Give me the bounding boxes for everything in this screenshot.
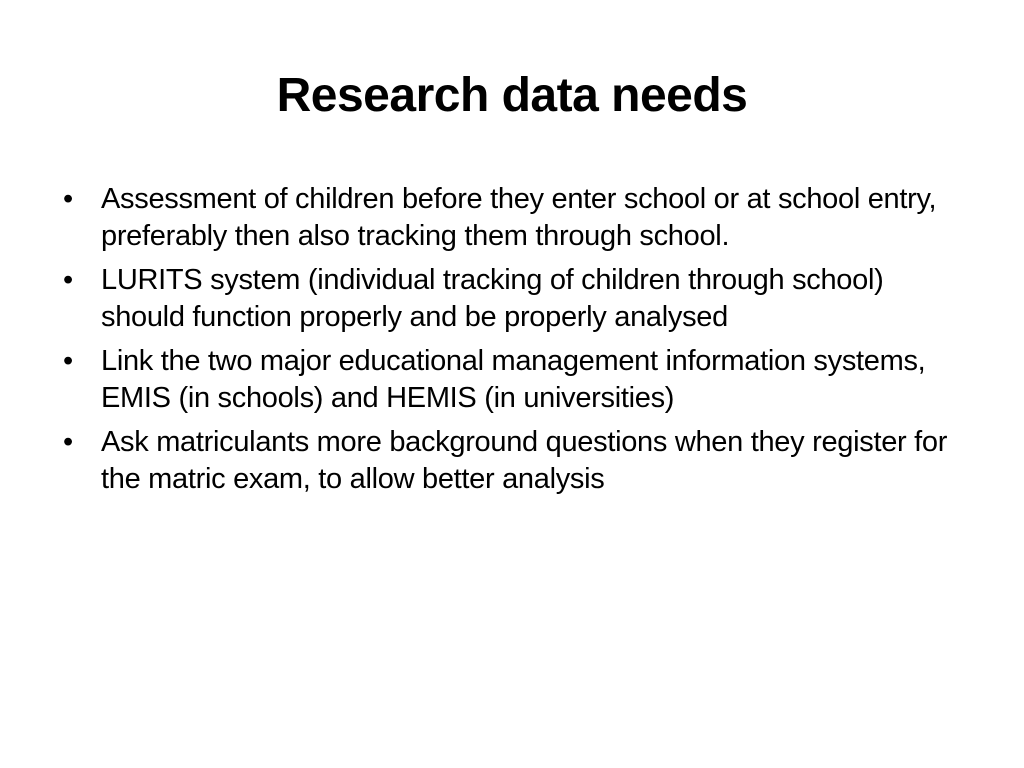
- bullet-dot-icon: •: [63, 345, 73, 377]
- bullet-dot-icon: •: [63, 183, 73, 215]
- bullet-text: Link the two major educational management information systems, EMIS (in schools) and HEMIS (in universities): [101, 345, 926, 414]
- bullet-item: [60, 262, 960, 336]
- bullet-item: [60, 424, 960, 498]
- bullet-list: [60, 181, 960, 505]
- bullet-text: LURITS system (individual tracking of children through school) should function properly and be properly analysed: [101, 264, 884, 333]
- bullet-dot-icon: •: [63, 264, 73, 296]
- bullet-item: [60, 343, 960, 417]
- bullet-dot-icon: •: [63, 426, 73, 458]
- bullet-text: Assessment of children before they enter school or at school entry, preferably then also tracking them through school.: [101, 183, 937, 252]
- slide-title: Research data needs: [276, 69, 748, 122]
- bullet-text: Ask matriculants more background questions when they register for the matric exam, to allow better analysis: [101, 426, 948, 495]
- bullet-item: [60, 181, 960, 255]
